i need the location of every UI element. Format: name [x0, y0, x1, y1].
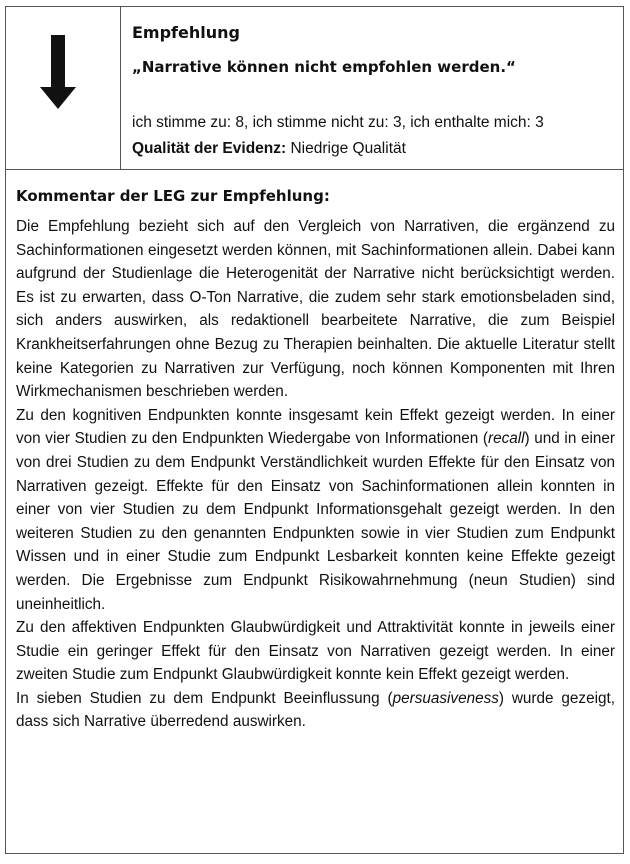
arrow-cell: [6, 7, 121, 169]
comment-paragraph-1: Die Empfehlung bezieht sich auf den Vergleich von Narrativen, die ergänzend zu Sachinformationen eingesetzt werden können, mit Sachinformationen allein. Dabei kann aufgrund der Studienlage die Heterogenität der Narrative nicht berücksichtigt werden. Es ist zu erwarten, dass O-Ton Narrative, die zudem sehr stark emotionsbeladen sind, sich anders auswirken, als redaktionell bearbeitete Narrative, die zum Beispiel Krankheitserfahrungen ohne Bezug zu Therapien beinhalten. Die aktuelle Literatur stellt keine Kategorien zu Narrativen zur Verfügung, noch können Komponenten mit Ihren Wirkmechanismen beschrieben werden.: [16, 218, 615, 401]
comment-paragraph-2-text-a: Zu den kognitiven Endpunkten konnte insgesamt kein Effekt gezeigt werden. In einer von vier Studien zu den Endpunkten Wiedergabe von Informationen (: [16, 406, 615, 448]
recommendation-title: Empfehlung: [132, 23, 240, 42]
evidence-quality-value: Niedrige Qualität: [286, 140, 406, 157]
comment-paragraph-2: [16, 404, 615, 616]
comment-section: [16, 179, 615, 734]
comment-paragraph-4: [16, 687, 615, 734]
comment-paragraph-4-text-a: In sieben Studien zu dem Endpunkt Beeinflussung (: [16, 689, 393, 707]
vote-result: ich stimme zu: 8, ich stimme nicht zu: 3, ich enthalte mich: 3: [132, 114, 544, 131]
recommendation-quote: „Narrative können nicht empfohlen werden.“: [132, 58, 516, 76]
evidence-quality: [132, 140, 406, 158]
recommendation-cell: [132, 7, 615, 169]
recommendation-header: [6, 7, 623, 170]
comment-paragraph-2-text-b: ) und in einer von drei Studien zu dem Endpunkt Verständlichkeit wurden Effekte für den Einsatz von Narrativen gezeigt. Effekte für den Einsatz von Sachinformationen allein konnten in einer von vier Studien zu dem Endpunkt Informationsgehalt gezeigt werden. In den weiteren Studien zu den genannten Endpunkten sowie in vier Studien zum Endpunkt Wissen und in einer Studie zum Endpunkt Lesbarkeit konnten keine Effekte gezeigt werden. Die Ergebnisse zum Endpunkt Risikowahrnehmung (neun Studien) sind uneinheitlich.: [16, 430, 615, 613]
comment-paragraph-4-text-b: ) wurde gezeigt, dass sich Narrative überredend auswirken.: [16, 689, 615, 731]
recommendation-box: [5, 6, 624, 854]
comment-title: Kommentar der LEG zur Empfehlung:: [16, 187, 330, 205]
comment-paragraph-3: Zu den affektiven Endpunkten Glaubwürdigkeit und Attraktivität konnte in jeweils einer Studie ein geringer Effekt für den Einsatz von Narrativen gezeigt werden. In einer zweiten Studie zum Endpunkt Glaubwürdigkeit konnte kein Effekt gezeigt werden.: [16, 619, 615, 684]
term-recall: recall: [487, 430, 525, 448]
term-persuasiveness: persuasiveness: [392, 689, 499, 707]
evidence-quality-label: Qualität der Evidenz:: [132, 140, 287, 157]
arrow-down-icon: [38, 35, 78, 111]
